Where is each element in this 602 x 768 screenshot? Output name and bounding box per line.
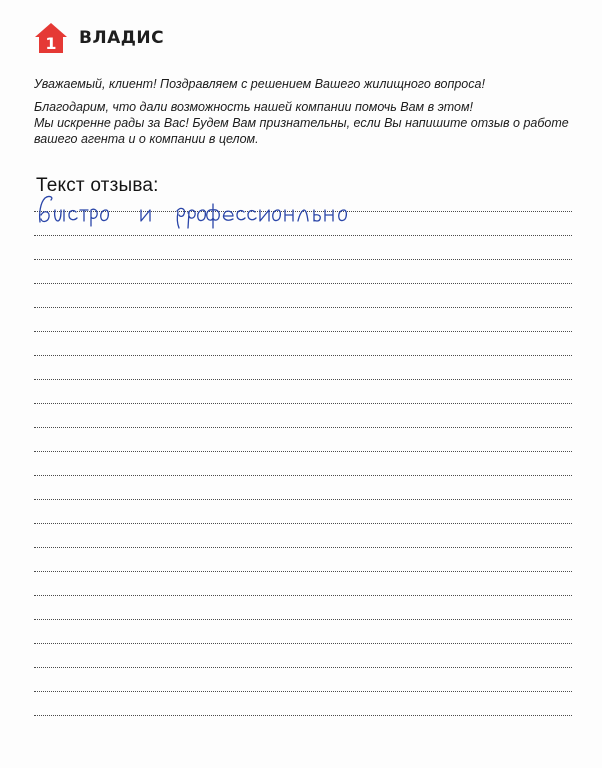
ruled-line	[34, 427, 572, 428]
ruled-line	[34, 355, 572, 356]
ruled-line	[34, 499, 572, 500]
ruled-line	[34, 475, 572, 476]
request-line: Мы искренне рады за Вас! Будем Вам признательны, если Вы напишите отзыв о работе	[34, 116, 569, 130]
review-label: Текст отзыва:	[36, 175, 159, 196]
ruled-line	[34, 643, 572, 644]
ruled-line	[34, 667, 572, 668]
ruled-line	[34, 307, 572, 308]
brand-name: ВЛАДИС	[79, 28, 165, 48]
ruled-line	[34, 451, 572, 452]
thanks-line: Благодарим, что дали возможность нашей компании помочь Вам в этом!	[34, 100, 474, 114]
ruled-line	[34, 379, 572, 380]
greeting-line: Уважаемый, клиент! Поздравляем с решением Вашего жилищного вопроса!	[34, 77, 485, 91]
ruled-line	[34, 523, 572, 524]
handwritten-review	[30, 190, 430, 230]
ruled-line	[34, 571, 572, 572]
ruled-line	[34, 619, 572, 620]
request-line-end: вашего агента и о компании в целом.	[34, 132, 259, 146]
ruled-line	[34, 331, 572, 332]
ruled-lines	[34, 0, 574, 768]
ruled-line	[34, 283, 572, 284]
ruled-line	[34, 547, 572, 548]
ruled-line	[34, 235, 572, 236]
ruled-line	[34, 259, 572, 260]
logo-digit: 1	[45, 34, 57, 53]
ruled-line	[34, 691, 572, 692]
ruled-line	[34, 595, 572, 596]
ruled-line	[34, 715, 572, 716]
ruled-line	[34, 403, 572, 404]
